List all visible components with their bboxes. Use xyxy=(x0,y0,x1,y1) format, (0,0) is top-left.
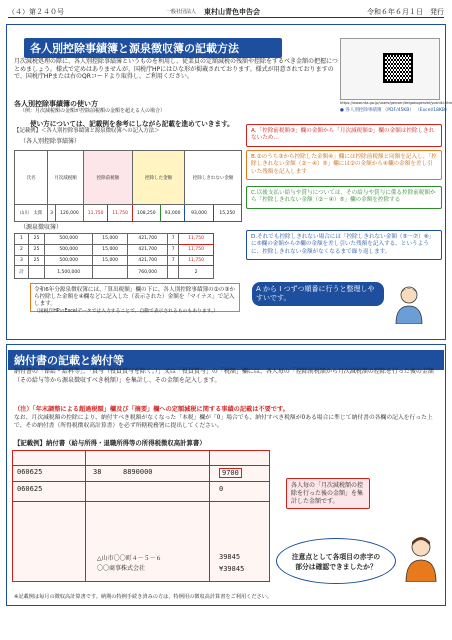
form-tax-2: 0 xyxy=(219,485,224,493)
withholding-table xyxy=(14,233,214,279)
withholding-note-small: （国税庁HPのExcelデータでは入力することで、自動で表示されるものもあります。） xyxy=(34,309,219,314)
ledger-table xyxy=(14,150,242,222)
callout-a: A.「控除前税額③」欄の金額から「月次減税額②」欄の金額は控除しきれないため… xyxy=(246,124,442,147)
table-row xyxy=(15,266,214,279)
form-pay: 8890000 xyxy=(123,468,153,476)
section2-p3: なお、月次減税額の控除により、納付すべき税額がなくなった「本税」欄が「0」場合でも、納付すべき税額が0ある場合に準じて納付書の各欄の記入を行った上で、その納付書（所得税徴収高計算書）を必ず所轄税務署に提出してください。 xyxy=(14,415,433,430)
excel-link[interactable]: （Excel/18KB） xyxy=(415,108,450,113)
page-header xyxy=(8,6,444,18)
download-label: ● 各人別控除事績簿 xyxy=(340,108,382,113)
section2-footer: ※記載例は毎月の徴収高計算書です。納期の特例手続き済みの方は、特例用の徴収高計算書をご利用ください。 xyxy=(14,594,273,600)
form-address: △山市〇〇町４－５－６ xyxy=(97,555,162,562)
usage-subhead: 各人別控除事績簿の使い方 xyxy=(14,100,98,108)
withholding-note: 令和6年分源泉徴収簿には、「算出税額」欄の下に、各人別控除事績簿の②の③から控除した金額を④欄などに記入した（表示された）金額を「マイナス」で記入します。 xyxy=(30,283,240,312)
wh-total-label: 計 xyxy=(15,266,29,279)
ledger-header-reduction: 月次減税額 xyxy=(48,151,84,205)
wh-dep: 7 xyxy=(168,244,179,255)
form-code-2: 060625 xyxy=(17,485,43,493)
cell-reduction: 120,000 xyxy=(55,205,83,222)
payment-form xyxy=(12,450,270,582)
wh-pay: 500,000 xyxy=(45,234,93,245)
wh-total: 1,500,000 xyxy=(45,266,93,279)
issue-number: （４）第２４０号 xyxy=(8,8,64,16)
form-thumbnail xyxy=(340,38,440,100)
callout-b: B.②のうち③から控除した金額④」欄には控除前税額と同額を記入し、「控除しきれない金額（②－④）⑤」欄には②の金額から④欄の金額を差し引いた残額を記入します xyxy=(246,150,442,180)
ledger-label: （各人別控除事績簿） xyxy=(20,138,81,145)
wh-total xyxy=(28,266,44,279)
download-links xyxy=(340,108,450,114)
cell-pretax: 11,750 xyxy=(83,205,107,222)
nta-url[interactable]: https://www.nta.go.jp/users/gensen/teigakugenzei/yoshiki.htm xyxy=(340,101,452,105)
usage-subnote: （例：月次減税額の金額が控除前税額の金額を超える人の場合） xyxy=(20,108,166,114)
person-icon xyxy=(392,284,426,324)
cell-final-remaining: 15,250 xyxy=(213,205,241,222)
wh-dep: 7 xyxy=(168,255,179,266)
table-row xyxy=(15,234,214,245)
table-row xyxy=(15,255,214,266)
org-name: 東村山青色申告会 xyxy=(204,8,260,16)
ledger-header-name: 氏名 xyxy=(15,151,48,205)
section2-title: 納付書の記載と納付等 xyxy=(8,350,444,370)
wh-pay: 500,000 xyxy=(45,255,93,266)
usage-instruction: 使い方については、記載例を参考にしながら記載を進めていきます。 xyxy=(30,120,234,128)
wh-day: 25 xyxy=(28,255,44,266)
example-label: 【記載例】＜各人別控除事績簿と源泉徴収簿への記入方法＞ xyxy=(14,128,160,134)
staff-icon xyxy=(402,534,440,582)
wh-deduct: 11,750 xyxy=(179,244,214,255)
form-tax: 9700 xyxy=(219,468,242,478)
ledger-row xyxy=(15,205,242,222)
issue-date: 令和６年６月１日 発行 xyxy=(367,8,444,16)
ledger-header-pretax: 控除前税額 xyxy=(83,151,132,205)
table-row xyxy=(15,244,214,255)
form-example-label: 【記載例】納付書（給与所得・退職所得等の所得税徴収高計算書） xyxy=(14,439,206,447)
wh-deduct: 11,750 xyxy=(179,255,214,266)
callout-tip: A から I つずつ順番に行うと整理しやすいです。 xyxy=(252,282,384,306)
wh-dep: 7 xyxy=(168,234,179,245)
wh-month: 2 xyxy=(15,244,29,255)
wh-social: 15,000 xyxy=(93,234,128,245)
cell-name: 山川 太郎 xyxy=(15,205,48,222)
cell-remaining: 108,250 xyxy=(132,205,160,222)
section2-note: （注）「年末調整による超過税額」欄及び「摘要」欄への定額減税に関する事績の記載は不要です。 xyxy=(14,406,289,413)
ledger-header-deducted: 控除した金額 xyxy=(132,151,185,205)
wh-day: 25 xyxy=(28,244,44,255)
callout-d: D.それでも控除しきれない場合には「控除しきれない金額（⑤－⑦）⑧」に⑤欄の金額から⑦欄の金額を差し引いた残額を記入する、というように、控除しきれない金額がなくなるまで繰り返します。 xyxy=(246,230,442,260)
callout-sum: 各人毎の「月次減税額の控除を行った後の金額」を集計した金額です。 xyxy=(286,478,370,509)
wh-social: 15,000 xyxy=(93,255,128,266)
form-code-1: 060625 xyxy=(17,468,43,476)
wh-month: 1 xyxy=(15,234,29,245)
callout-c: C.以後支払い給与や賞与については、その給与や賞与に係る控除前税額から「控除しきれない金額（②－④）⑤」欄の金額を控除する xyxy=(246,186,442,209)
wh-after: 421,700 xyxy=(128,255,168,266)
form-company: 〇〇商事株式会社 xyxy=(97,565,146,572)
wh-total xyxy=(168,266,179,279)
wh-total: 760,000 xyxy=(128,266,168,279)
form-total: 39845 xyxy=(219,553,241,561)
section1-intro: 月次減税処理の際に、各人別控除事績簿というものを利用し、従業員の定額減税の残額や控除をするべき金額の把握につとめましょう。様式で定めはありませんが、国税庁HPにはひな形が掲載されております。様式が用意されておりますので、国税庁HPまたは右のQRコードより取得し、ご利用ください。 xyxy=(14,58,338,80)
cell-deducted: 11,750 xyxy=(108,205,132,222)
cell-bonus-pretax: 93,000 xyxy=(160,205,184,222)
wh-deduct: 11,750 xyxy=(179,234,214,245)
wh-day: 25 xyxy=(28,234,44,245)
ledger-header-remaining: 控除しきれない金額 xyxy=(185,151,242,205)
form-people: 38 xyxy=(93,468,102,476)
cell-bonus-deducted: 93,000 xyxy=(185,205,213,222)
form-total-yen: ¥39845 xyxy=(219,565,245,573)
wh-after: 421,700 xyxy=(128,234,168,245)
section1-title: 各人別控除事績簿と源泉徴収簿の記載方法 xyxy=(24,38,282,58)
section2-p1: 納付書の「俸給・給料等」、「賞与（役員賞与を除く。）」又は「役員賞与」の「税額」欄には、各人毎の「控除前税額から月次減税額の控除を行った後の金額（その給与等から源泉徴収すべき税額）」を集計し、その金額を記入します。 xyxy=(14,368,434,384)
cell-count: 3 xyxy=(48,205,56,222)
wh-social: 15,000 xyxy=(93,244,128,255)
wh-pay: 500,000 xyxy=(45,244,93,255)
pdf-link[interactable]: （PDF/45KB） xyxy=(382,108,414,113)
org-prefix: 一般社団法人 xyxy=(166,9,197,15)
wh-total: 2 xyxy=(179,266,214,279)
wh-total xyxy=(93,266,128,279)
callout-check: 注意点として各項目の赤字の部分は確認できましたか？ xyxy=(276,538,396,584)
withholding-label: （源泉徴収簿） xyxy=(20,224,63,231)
wh-month: 3 xyxy=(15,255,29,266)
qr-code-icon[interactable] xyxy=(383,53,413,83)
wh-after: 421,700 xyxy=(128,244,168,255)
